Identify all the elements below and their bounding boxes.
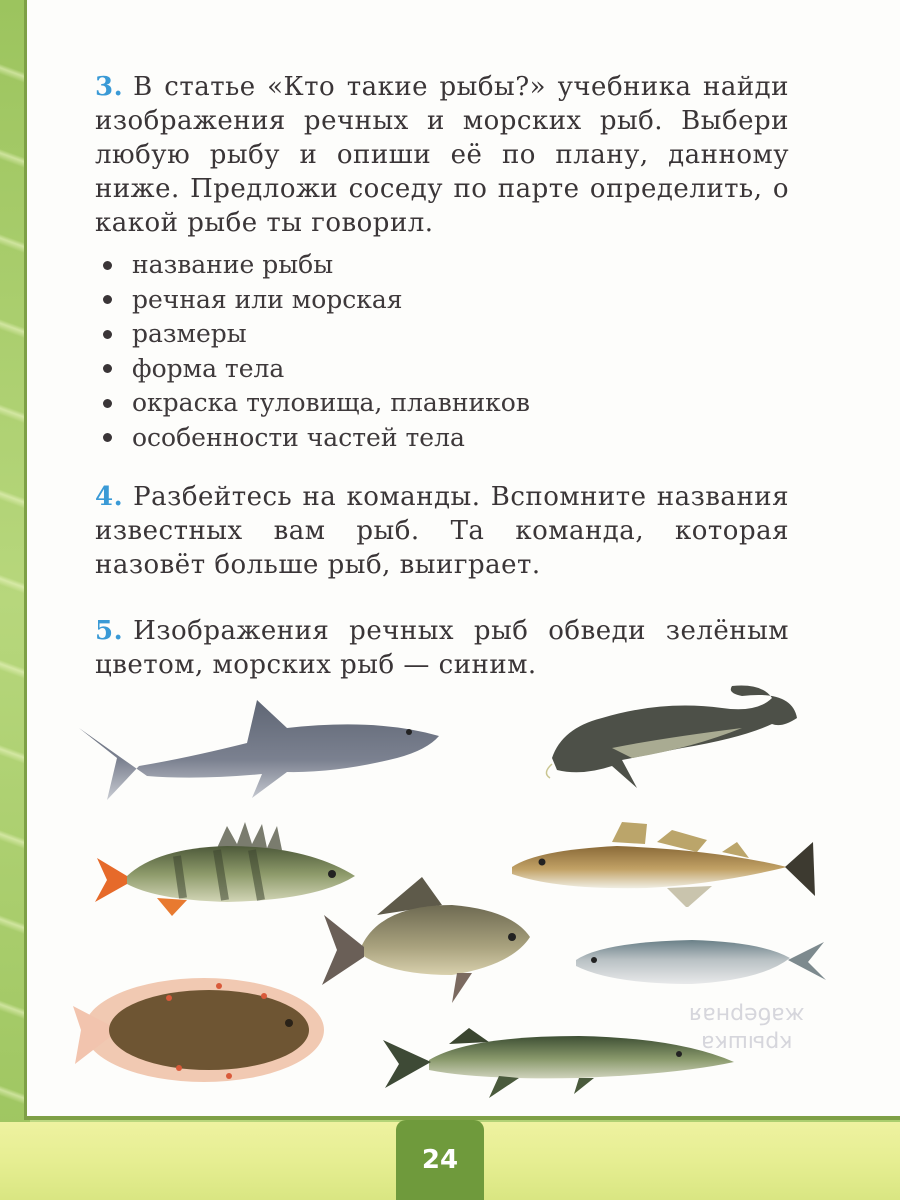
catfish-image[interactable]	[546, 686, 797, 789]
exercise-5	[95, 614, 789, 682]
pike-image[interactable]	[379, 1022, 739, 1102]
list-item: название рыбы	[103, 248, 530, 283]
exercise-text: Разбейтесь на команды. Вспомните названия известных вам рыб. Та команда, которая назовёт больше рыб, выиграет.	[95, 482, 789, 580]
exercise-number: 4.	[95, 482, 124, 512]
textbook-page	[24, 0, 900, 1120]
flounder-image[interactable]	[69, 968, 324, 1098]
bullet-icon	[103, 330, 112, 339]
bullet-icon	[103, 364, 112, 373]
bullet-icon	[103, 399, 112, 408]
exercise-text: В статье «Кто такие рыбы?» учебника найди изображения речных и морских рыб. Выбери любую рыбу и опиши её по плану, данному ниже. Предложи соседу по парте определить, о какой рыбе ты говорил.	[95, 72, 789, 238]
bullet-icon	[103, 295, 112, 304]
exercise-4	[95, 480, 789, 582]
exercise-3	[95, 70, 789, 240]
shark-image[interactable]	[77, 688, 447, 803]
exercise-number: 3.	[95, 72, 124, 102]
list-item: речная или морская	[103, 283, 530, 318]
exercise-text: Изображения речных рыб обведи зелёным цветом, морских рыб — синим.	[95, 616, 789, 680]
description-plan-list	[103, 248, 530, 455]
page-number-tab	[396, 1120, 484, 1200]
show-through-text: крышка жаберная	[689, 1002, 805, 1055]
list-item: размеры	[103, 317, 530, 352]
exercise-number: 5.	[95, 616, 124, 646]
page-number: 24	[421, 1145, 459, 1175]
list-item: особенности частей тела	[103, 421, 530, 456]
list-item: форма тела	[103, 352, 530, 387]
bullet-icon	[103, 261, 112, 270]
list-item: окраска туловища, плавников	[103, 386, 530, 421]
crucian-carp-image[interactable]	[322, 875, 537, 1010]
bullet-icon	[103, 433, 112, 442]
herring-image[interactable]	[572, 930, 827, 995]
cod-image[interactable]	[497, 812, 817, 907]
